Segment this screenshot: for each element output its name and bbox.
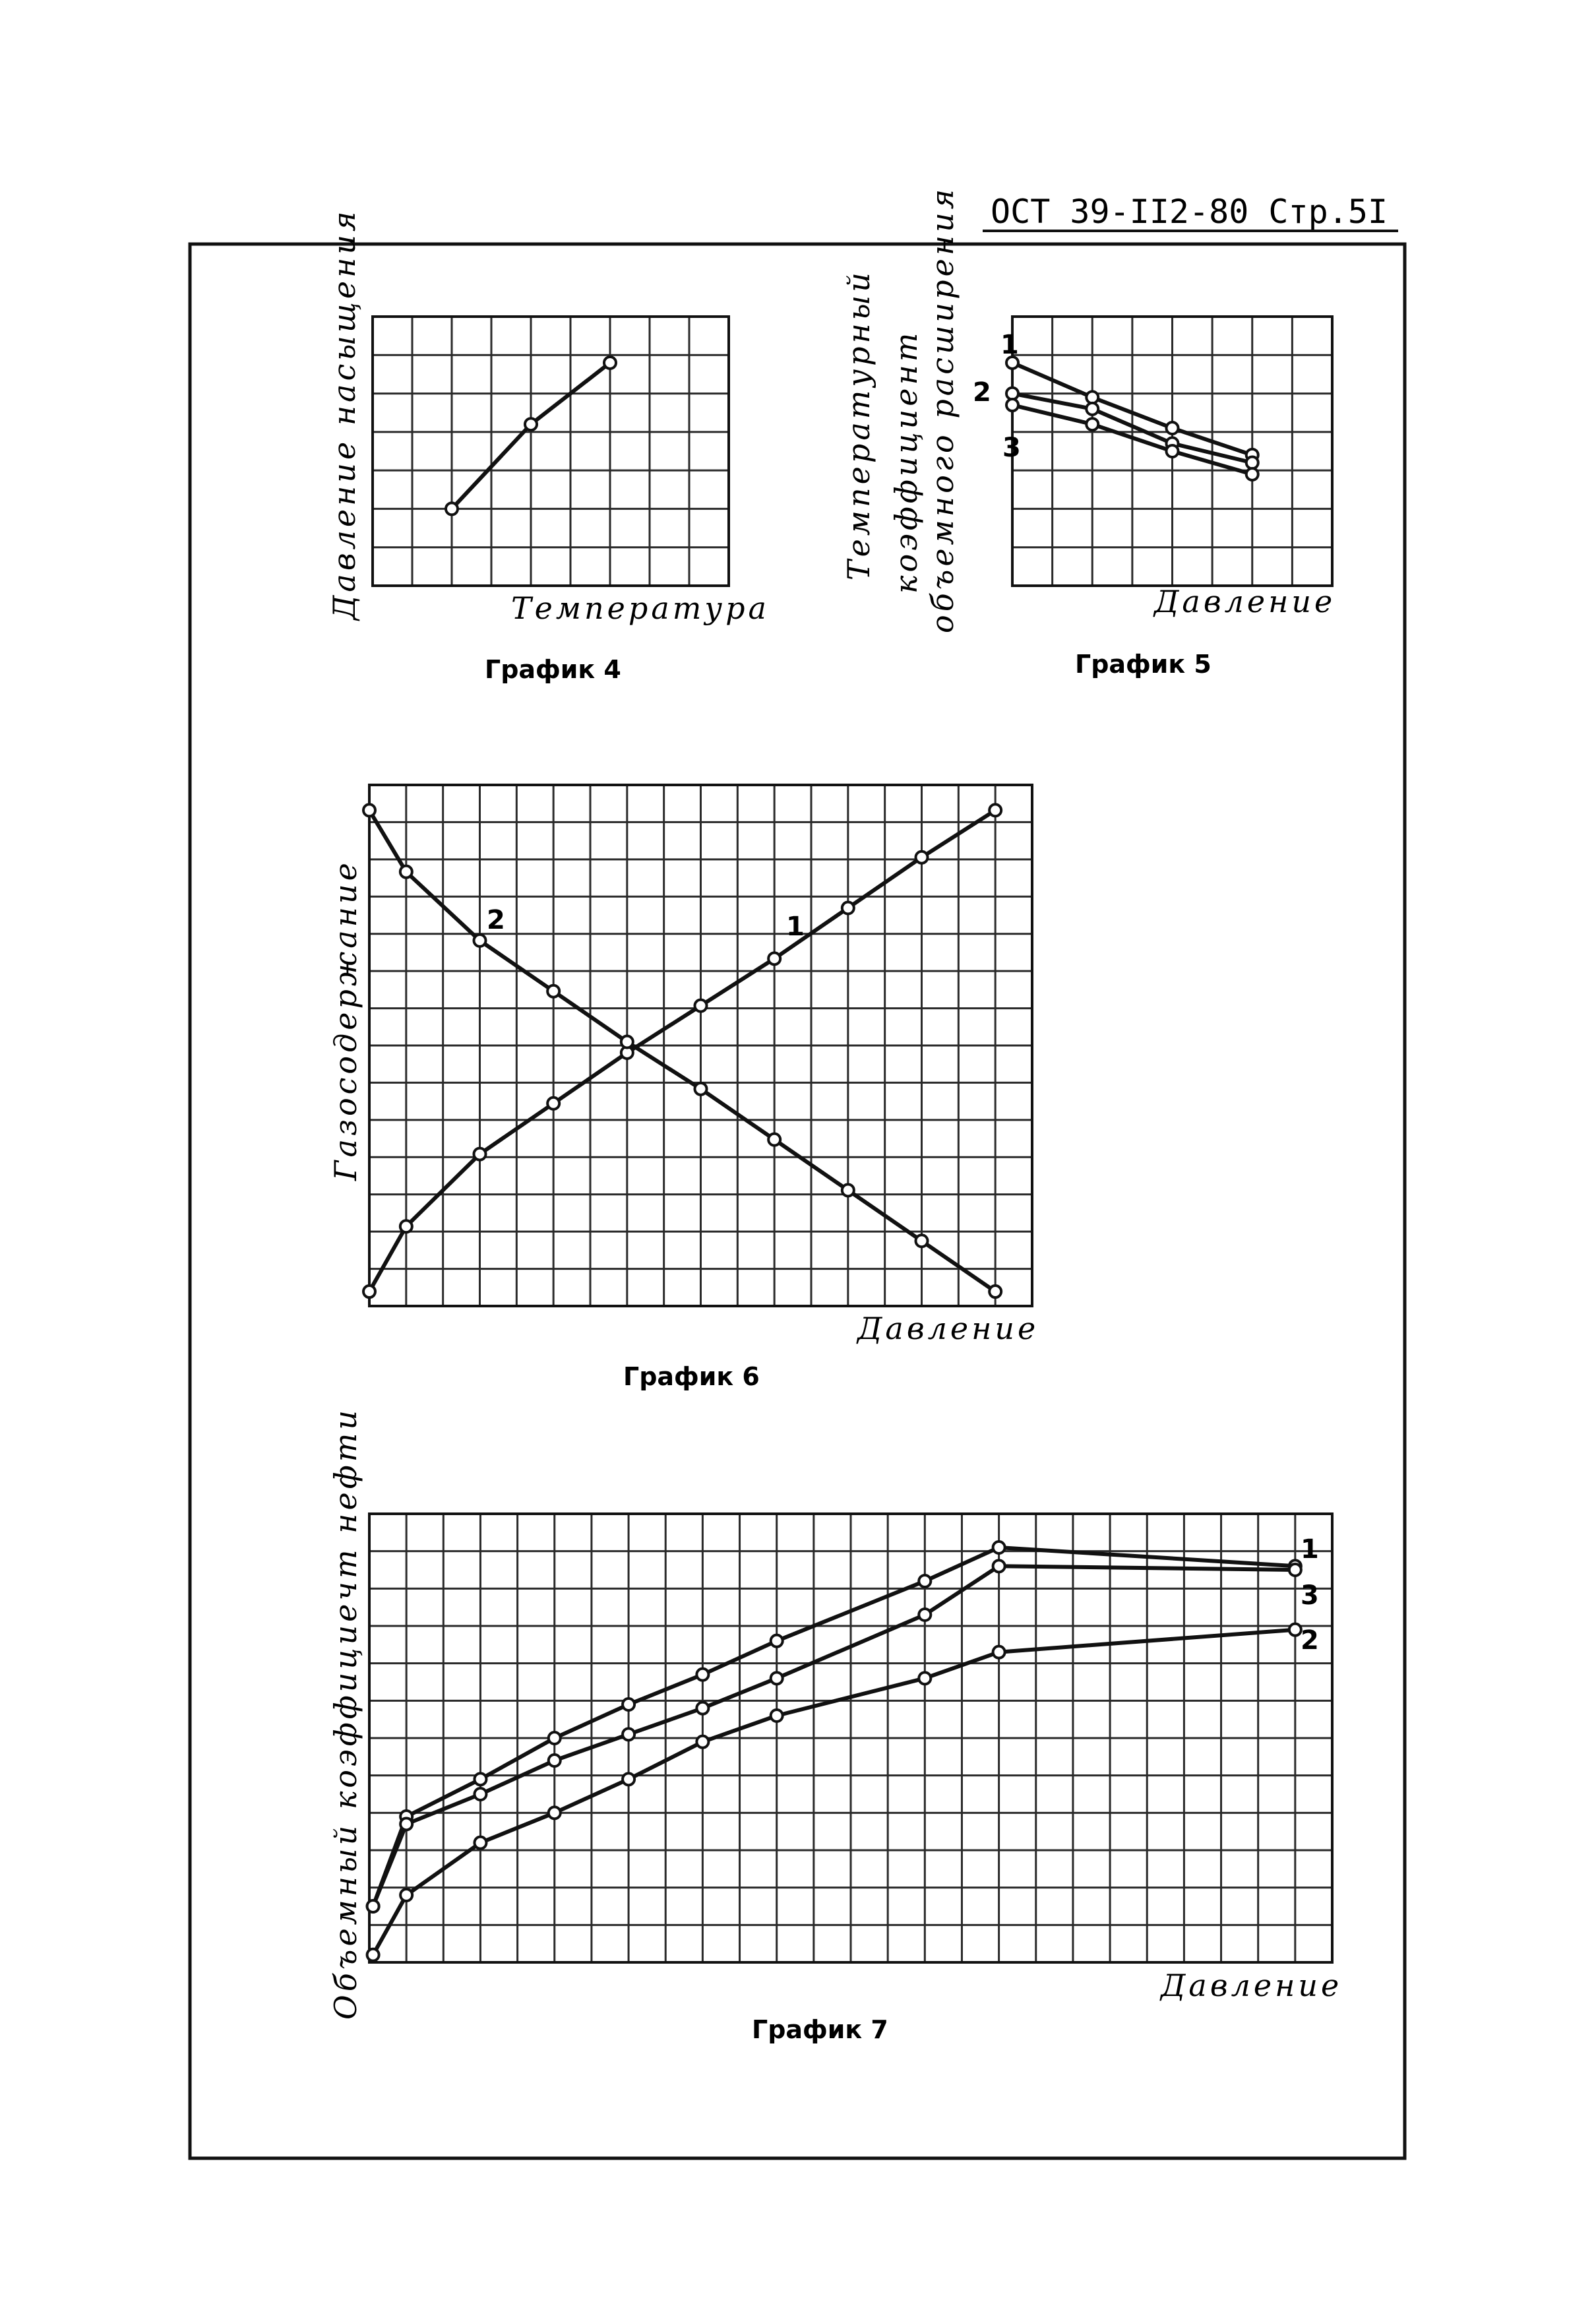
chart-5-series-2-label: 2 xyxy=(973,377,991,408)
chart-6-series-1-point xyxy=(768,952,780,964)
chart-7-series-2-point xyxy=(367,1949,379,1961)
chart-7-series-2-point xyxy=(549,1807,561,1819)
chart-6-series-1-point xyxy=(474,1148,486,1160)
chart-4-caption: График 4 xyxy=(485,655,621,684)
chart-6 xyxy=(328,785,1039,1391)
chart-4-series-1-point xyxy=(446,503,458,514)
chart-6-series-2-point xyxy=(363,804,375,816)
chart-7-series-1-point xyxy=(474,1773,486,1785)
chart-5-y-axis-label-line-2: коэффициент xyxy=(888,329,924,594)
chart-7-grid xyxy=(369,1514,1332,1962)
chart-6-series-2-line xyxy=(369,810,995,1292)
chart-6-series-2-label: 2 xyxy=(487,905,505,935)
chart-7-series-2-label: 2 xyxy=(1301,1625,1319,1656)
chart-7-series-1-point xyxy=(696,1669,708,1681)
chart-6-series-2-point xyxy=(989,1286,1001,1297)
chart-7-series-2-point xyxy=(919,1672,931,1684)
chart-7-series-1-point xyxy=(623,1698,634,1710)
chart-7-series-2-point xyxy=(623,1773,634,1785)
chart-4-series-1-point xyxy=(525,418,537,430)
chart-7-series-1-point xyxy=(919,1575,931,1587)
chart-7-series-3-label: 3 xyxy=(1301,1580,1319,1611)
chart-6-caption: График 6 xyxy=(623,1362,760,1391)
chart-6-series-1-line xyxy=(369,810,995,1292)
chart-4-grid xyxy=(373,317,729,586)
chart-7-series-3-point xyxy=(549,1755,561,1766)
chart-5-series-3-point xyxy=(1167,445,1179,457)
chart-5-y-axis-label-line-3: объемного расширения xyxy=(925,185,960,633)
chart-7-series-3-point xyxy=(993,1560,1005,1572)
chart-7-series-3-point xyxy=(771,1672,783,1684)
chart-6-series-2-point xyxy=(768,1134,780,1146)
chart-7-series-1-point xyxy=(771,1635,783,1647)
chart-7-series-1-point xyxy=(993,1542,1005,1553)
chart-7-series-3-point xyxy=(919,1609,931,1621)
chart-7-caption: График 7 xyxy=(752,2015,888,2044)
chart-6-y-axis-label: Газосодержание xyxy=(328,859,363,1181)
chart-5-x-axis-label: Давление xyxy=(1154,584,1336,619)
chart-7-series-2-line xyxy=(373,1630,1295,1955)
chart-5-series-2-point xyxy=(1006,388,1018,400)
chart-6-series-1-point xyxy=(400,1220,412,1232)
chart-7-series-2-point xyxy=(400,1889,412,1901)
chart-6-series-1-point xyxy=(842,902,854,914)
chart-5-caption: График 5 xyxy=(1075,650,1212,679)
chart-7-marks xyxy=(367,1542,1301,1961)
chart-5-series-3-point xyxy=(1006,399,1018,411)
chart-7-series-3-point xyxy=(367,1900,379,1912)
chart-7-series-2-point xyxy=(771,1710,783,1722)
chart-7-series-2-point xyxy=(993,1646,1005,1658)
chart-5-y-axis-label-line-1: Температурный xyxy=(841,269,876,580)
chart-6-series-1-point xyxy=(989,804,1001,816)
chart-6-x-axis-label: Давление xyxy=(857,1311,1039,1346)
chart-5-series-1-point xyxy=(1167,422,1179,434)
chart-6-series-2-point xyxy=(695,1083,707,1095)
chart-5-series-1-point xyxy=(1086,391,1098,403)
chart-4-series-1-point xyxy=(604,357,616,369)
chart-6-series-1-point xyxy=(363,1286,375,1297)
chart-6-series-2-point xyxy=(916,1235,928,1247)
chart-4-x-axis-label: Температура xyxy=(511,590,770,626)
chart-5-series-3-label: 3 xyxy=(1002,433,1021,463)
chart-6-grid xyxy=(369,785,1032,1306)
chart-4-frame xyxy=(373,317,729,586)
chart-4-y-axis-label: Давление насыщения xyxy=(326,208,362,620)
chart-6-series-2-point xyxy=(547,985,559,997)
chart-7-series-2-point xyxy=(696,1736,708,1748)
chart-5-series-1-label: 1 xyxy=(1000,330,1019,360)
chart-7 xyxy=(328,1407,1342,2044)
chart-5-series-3-point xyxy=(1086,418,1098,430)
chart-5-series-2-point xyxy=(1086,403,1098,415)
chart-6-series-1-label: 1 xyxy=(786,912,805,942)
chart-6-marks xyxy=(363,804,1001,1297)
chart-5-series-2-point xyxy=(1246,456,1258,468)
chart-7-series-3-point xyxy=(1289,1564,1301,1576)
chart-7-series-2-point xyxy=(474,1837,486,1849)
document-reference: ОСТ 39-II2-80 Стр.5I xyxy=(991,193,1388,231)
chart-7-series-1-line xyxy=(373,1547,1295,1906)
chart-6-series-2-point xyxy=(842,1184,854,1196)
chart-6-series-1-point xyxy=(547,1098,559,1109)
chart-5-series-3-point xyxy=(1246,468,1258,480)
chart-7-series-3-point xyxy=(400,1818,412,1830)
chart-7-x-axis-label: Давление xyxy=(1161,1968,1343,2003)
chart-6-series-2-point xyxy=(400,866,412,878)
chart-4 xyxy=(326,208,770,684)
chart-6-series-2-point xyxy=(474,935,486,947)
chart-6-series-2-point xyxy=(621,1036,633,1048)
chart-5 xyxy=(841,186,1335,679)
chart-7-series-3-point xyxy=(623,1728,634,1740)
chart-7-series-3-point xyxy=(474,1788,486,1800)
chart-6-series-1-point xyxy=(916,852,928,863)
chart-7-y-axis-label: Объемный коэффициечт нефти xyxy=(328,1407,363,2020)
chart-7-series-2-point xyxy=(1289,1624,1301,1636)
chart-7-series-1-point xyxy=(549,1732,561,1744)
chart-7-series-1-label: 1 xyxy=(1301,1534,1319,1565)
chart-7-series-3-point xyxy=(696,1702,708,1714)
chart-6-series-1-point xyxy=(695,1000,707,1012)
